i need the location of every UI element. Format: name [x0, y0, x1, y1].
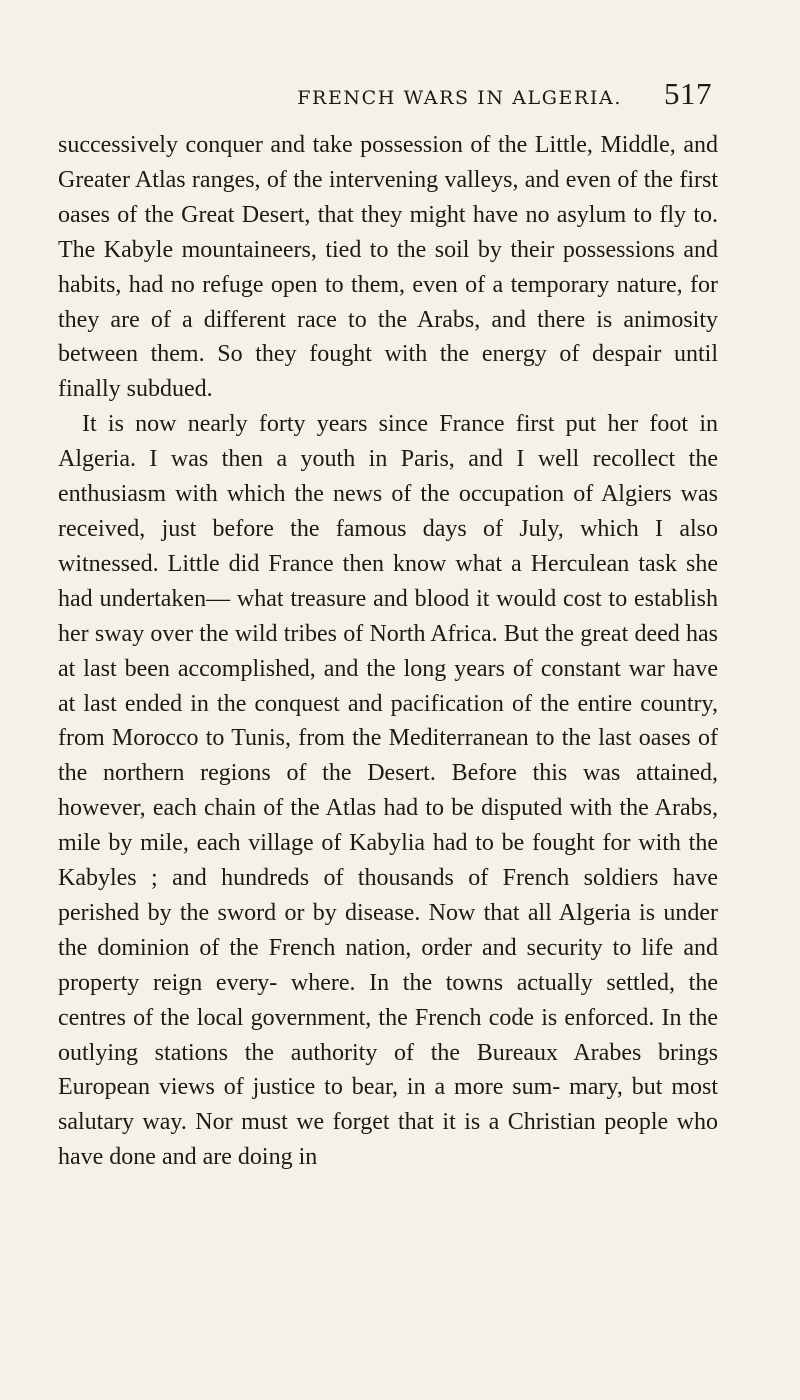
paragraph-continued: successively conquer and take possession of the Little, Middle, and Greater Atlas ranges, of the intervening valleys, and even of the first oases of the Great Desert, that they might have no asylum to fly to. The Kabyle mountaineers, tied to the soil by their possessions and habits, had no refuge open to them, even of a temporary nature, for they are of a different race to the Arabs, and there is animosity between them. So they fought with the energy of despair until finally subdued. [58, 132, 718, 403]
body-text [58, 128, 718, 1175]
page-number: 517 [664, 76, 712, 111]
paragraph-algeria-history: It is now nearly forty years since France first put her foot in Algeria. I was then a youth in Paris, and I well recollect the enthusiasm with which the news of the occupation of Algiers was received, just before the famous days of July, which I also witnessed. Little did France then know what a Herculean task she had undertaken— what treasure and blood it would cost to establish her sway over the wild tribes of North Africa. But the great deed has at last been accomplished, and the long years of constant war have at last ended in the conquest and pacification of the entire country, from Morocco to Tunis, from the Mediterranean to the last oases of the northern regions of the Desert. Before this was attained, however, each chain of the Atlas had to be disputed with the Arabs, mile by mile, each village of Kabylia had to be fought for with the Kabyles ; and hundreds of thousands of French soldiers have perished by the sword or by disease. Now that all Algeria is under the dominion of the French nation, order and security to life and property reign every- where. In the towns actually settled, the centres of the local government, the French code is enforced. In the outlying stations the authority of the Bureaux Arabes brings European views of justice to bear, in a more sum- mary, but most salutary way. Nor must we forget that it is a Christian people who have done and are doing in [58, 411, 718, 1171]
running-head-title: FRENCH WARS IN ALGERIA. [297, 87, 622, 109]
running-head [58, 76, 712, 128]
